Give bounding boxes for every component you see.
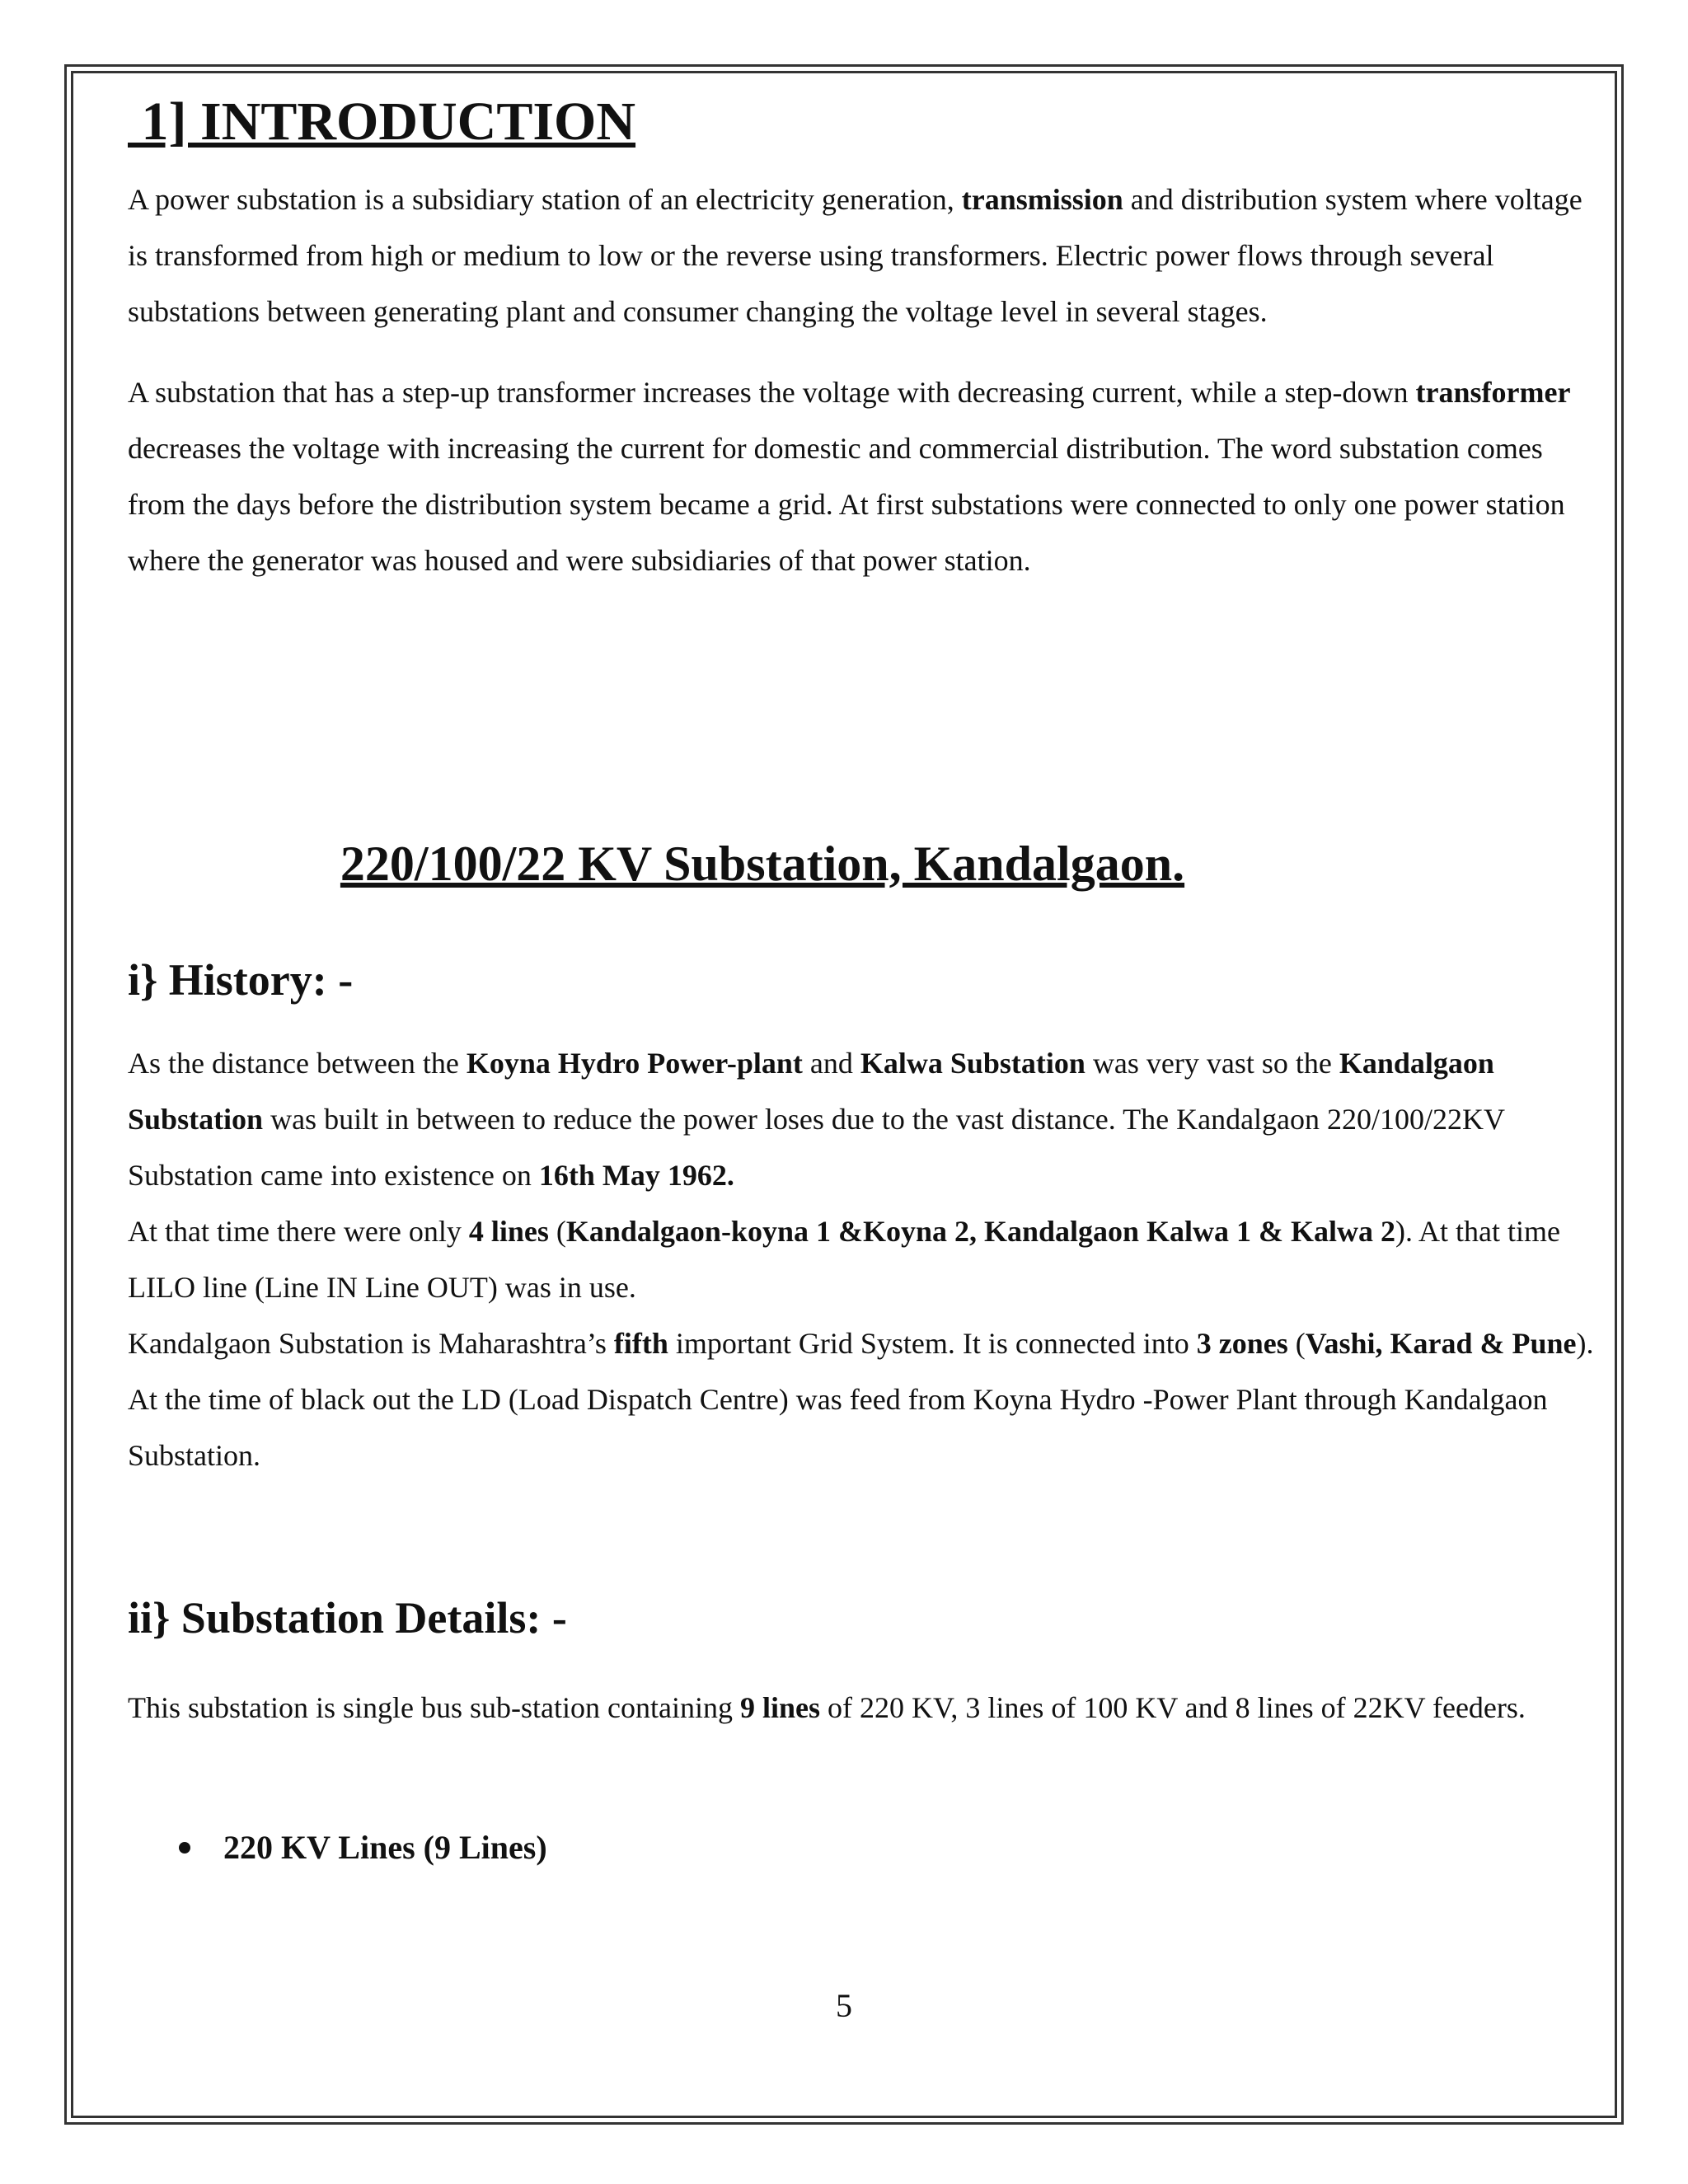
text-run: of 220 KV, 3 lines of 100 KV and 8 lines of 22KV feeders. bbox=[820, 1691, 1526, 1724]
history-heading: i} History: - bbox=[128, 955, 354, 1005]
text-run: As the distance between the bbox=[128, 1047, 467, 1080]
text-run: ). At the time of black out the LD (Load Dispatch Centre) was feed from Koyna Hydro -Power Plant through Kandalgaon Substation. bbox=[128, 1327, 1594, 1472]
intro-paragraph-2 bbox=[128, 364, 1603, 588]
bullet-text: 220 KV Lines (9 Lines) bbox=[223, 1829, 547, 1866]
text-run: decreases the voltage with increasing the current for domestic and commercial distribution. The word substation comes from the days before the distribution system became a grid. At first substations were connected to only one power station where the generator was housed and were subsidiaries of that power station. bbox=[128, 432, 1565, 577]
bold-run: 16th May 1962. bbox=[538, 1159, 734, 1192]
history-paragraph-1 bbox=[128, 1035, 1603, 1203]
intro-paragraph-1 bbox=[128, 171, 1603, 340]
substation-title: 220/100/22 KV Substation, Kandalgaon. bbox=[340, 837, 1185, 891]
text-run: was very vast so the bbox=[1085, 1047, 1339, 1080]
history-paragraph-3 bbox=[128, 1315, 1603, 1483]
bullet-icon bbox=[179, 1842, 190, 1854]
details-paragraph-1 bbox=[128, 1680, 1603, 1736]
text-run: ). At that time LILO line (Line IN Line OUT) was in use. bbox=[128, 1215, 1561, 1304]
bold-run: Vashi, Karad & Pune bbox=[1305, 1327, 1577, 1360]
bold-run: 9 lines bbox=[739, 1691, 820, 1724]
text-run: This substation is single bus sub-station containing bbox=[128, 1691, 740, 1724]
introduction-heading: 1] INTRODUCTION bbox=[128, 91, 636, 152]
text-run: important Grid System. It is connected into bbox=[668, 1327, 1197, 1360]
bold-run: transmission bbox=[961, 183, 1123, 216]
text-run: A substation that has a step-up transformer increases the voltage with decreasing current, while a step-down bbox=[128, 376, 1416, 409]
text-run: ( bbox=[548, 1215, 566, 1248]
history-paragraph-2 bbox=[128, 1203, 1603, 1315]
bold-run: Koyna Hydro Power-plant bbox=[466, 1047, 803, 1080]
bold-run: Kalwa Substation bbox=[860, 1047, 1085, 1080]
page-content bbox=[128, 89, 1603, 1866]
bold-run: Kandalgaon Substation bbox=[128, 1047, 1494, 1136]
bold-run: 4 lines bbox=[468, 1215, 549, 1248]
text-run: and bbox=[802, 1047, 860, 1080]
bold-run: Kandalgaon-koyna 1 &Koyna 2, Kandalgaon Kalwa 1 & Kalwa 2 bbox=[565, 1215, 1396, 1248]
text-run: At that time there were only bbox=[128, 1215, 469, 1248]
bold-run: transformer bbox=[1415, 376, 1571, 409]
substation-details-heading: ii} Substation Details: - bbox=[128, 1593, 567, 1643]
text-run: and distribution system where voltage is transformed from high or medium to low or the reverse using transformers. Electric power flows through several substations between generating plant and consumer changing the voltage level in several stages. bbox=[128, 183, 1582, 328]
bullet-item-220kv-lines bbox=[179, 1823, 547, 1872]
text-run: A power substation is a subsidiary station of an electricity generation, bbox=[128, 183, 962, 216]
page-number: 5 bbox=[836, 1987, 852, 2024]
text-run: ( bbox=[1287, 1327, 1306, 1360]
text-run: was built in between to reduce the power loses due to the vast distance. The Kandalgaon 220/100/22KV Substation came into existence on bbox=[128, 1103, 1505, 1192]
text-run: Kandalgaon Substation is Maharashtra’s bbox=[128, 1327, 614, 1360]
bold-run: fifth bbox=[613, 1327, 668, 1360]
bold-run: 3 zones bbox=[1196, 1327, 1288, 1360]
